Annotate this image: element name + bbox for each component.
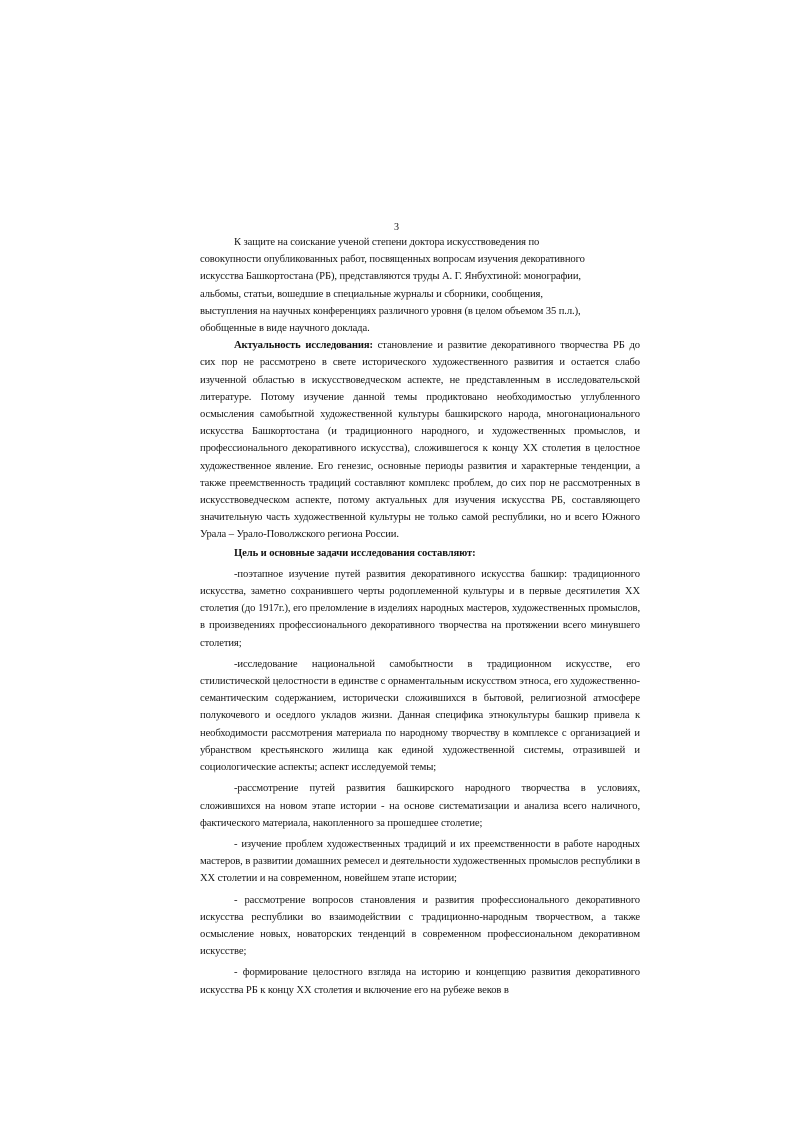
- task-paragraph: - изучение проблем художественных традиций и их преемственности в работе народных мастеров, в развитии домашних ремесел и деятельности художественных промыслов республики в XX столетии и на современном, новейшем этапе истории;: [200, 838, 640, 885]
- page-number: 3: [394, 222, 399, 233]
- intro-line: совокупности опубликованных работ, посвященных вопросам изучения декоративного: [200, 254, 585, 266]
- document-body: [200, 234, 640, 999]
- intro-line: К защите на соискание ученой степени доктора искусствоведения по: [234, 237, 540, 248]
- goals-heading: Цель и основные задачи исследования составляют:: [234, 547, 476, 559]
- task-paragraph: - рассмотрение вопросов становления и развития профессионального декоративного искусства республики во взаимодействии с традиционно-народным творчеством, а также осмысление новых, новаторских тенденций в современном профессиональном декоративном искусстве;: [200, 894, 640, 958]
- intro-paragraph: [200, 234, 640, 337]
- intro-line: альбомы, статьи, вошедшие в специальные журналы и сборники, сообщения,: [200, 288, 543, 300]
- intro-line: выступления на научных конференциях различного уровня (в целом объемом 35 п.л.),: [200, 305, 581, 317]
- intro-line: искусства Башкортостана (РБ), представляются труды А. Г. Янбухтиной: монографии,: [200, 271, 581, 283]
- relevance-paragraph: [200, 337, 640, 543]
- task-paragraph: - формирование целостного взгляда на историю и концепцию развития декоративного искусства РБ к концу XX столетия и включение его на рубеже веков в: [200, 967, 640, 996]
- task-paragraph: -рассмотрение путей развития башкирского народного творчества в условиях, сложившихся на новом этапе истории - на основе систематизации и анализа всего наличного, фактического материала, накопленного за прошедшее столетие;: [200, 783, 640, 829]
- task-paragraph: -поэтапное изучение путей развития декоративного искусства башкир: традиционного искусства, заметно сохранившего черты родоплеменной культуры и в первые десятилетия XX столетия (до 1917г.), его преломление в изделиях народных мастеров, художественных промыслов, в произведениях профессионального декоративного творчества на протяжении всего минувшего столетия;: [200, 568, 640, 649]
- task-paragraph: -исследование национальной самобытности в традиционном искусстве, его стилистической целостности в единстве с орнаментальным искусством этноса, его художественно-семантическим содержанием, исторически сложившихся в бытовой, религиозной атмосфере полукочевого и оседлого укладов жизни. Данная специфика этнокультуры башкир привела к необходимости рассмотрения материала по народному творчеству в комплексе с организацией и убранством крестьянского жилища как единой художественной системы, отразившей и социологические аспекты; аспект исследуемой темы;: [200, 658, 640, 774]
- intro-line: обобщенные в виде научного доклада.: [200, 323, 370, 335]
- relevance-label: Актуальность исследования:: [234, 340, 373, 352]
- relevance-text: становление и развитие декоративного творчества РБ до сих пор не рассмотрено в свете исторического художественного развития и остается слабо изученной областью в искусствоведческом аспекте, не представленным в исследовательской литературе. Потому изучение данной темы продиктовано необходимостью углубленного осмысления самобытной художественной культуры башкирского народа, многонационального искусства Башкортостана (и традиционного народного, и художественных промыслов, и профессионального декоративного искусства), сложившегося к концу XX столетия в целостное художественное явление. Его генезис, основные периоды развития и характерные тенденции, а также преемственность традиций составляют комплекс проблем, до сих пор не рассмотренных в искусствоведческом аспекте, потому актуальных для изучения искусства РБ, составляющего значительную часть художественной культуры не только самой республики, но и всего Южного Урала – Урало-Поволжского региона России.: [200, 340, 641, 541]
